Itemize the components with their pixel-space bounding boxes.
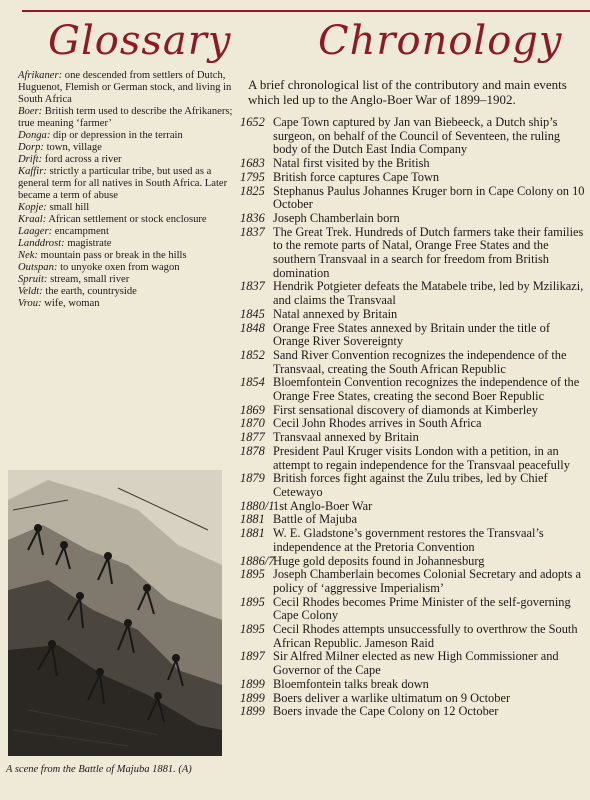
glossary-entry — [18, 130, 238, 142]
chronology-intro: A brief chronological list of the contributory and main events which led up to the Anglo-Boer War of 1899–1902. — [248, 77, 567, 107]
event-year: 1881 — [240, 526, 265, 541]
glossary-term: Nek: — [18, 250, 38, 261]
glossary-entry — [18, 274, 238, 286]
illustration-caption: A scene from the Battle of Majuba 1881. (A) — [6, 764, 192, 775]
event-year: 1886/7 — [240, 553, 275, 568]
glossary-entry — [18, 286, 238, 298]
chronology-event — [240, 404, 585, 418]
glossary-definition: African settlement or stock enclosure — [48, 214, 207, 225]
event-year: 1652 — [240, 115, 265, 129]
event-text: Stephanus Paulus Johannes Kruger born in Cape Colony on 10 October — [273, 183, 585, 212]
glossary-entry — [18, 142, 238, 154]
event-year: 1870 — [240, 416, 265, 431]
glossary-definition: encampment — [54, 226, 109, 237]
glossary-term: Veldt: — [18, 286, 43, 297]
glossary-entry — [18, 214, 238, 226]
event-text: Cecil Rhodes attempts unsuccessfully to overthrow the South African Republic. Jameson Raid — [273, 622, 578, 650]
chronology-event — [240, 349, 585, 376]
glossary-term: Donga: — [18, 130, 51, 141]
chronology-title: Chronology — [318, 18, 563, 64]
event-year: 1836 — [240, 210, 265, 225]
chronology-event — [240, 568, 585, 595]
chronology-event — [240, 322, 585, 349]
glossary-term: Vrou: — [18, 298, 42, 309]
chronology-event — [240, 417, 585, 431]
event-year: 1854 — [240, 375, 265, 390]
event-text: Sir Alfred Milner elected as new High Commissioner and Governor of the Cape — [273, 649, 559, 678]
glossary-term: Kaffir: — [18, 166, 47, 177]
event-year: 1825 — [240, 183, 265, 198]
glossary-entry — [18, 250, 238, 262]
glossary-entry — [18, 262, 238, 274]
chronology-event — [240, 650, 585, 677]
chronology-event — [240, 212, 585, 226]
engraving-image — [8, 470, 222, 756]
event-year: 1683 — [240, 156, 265, 171]
event-text: Boers deliver a warlike ultimatum on 9 October — [273, 690, 511, 705]
event-year: 1881 — [240, 512, 265, 527]
glossary-term: Dorp: — [18, 142, 44, 153]
glossary-definition: small hill — [49, 202, 90, 213]
event-text: Boers invade the Cape Colony on 12 October — [273, 704, 499, 719]
chronology-event — [240, 445, 585, 472]
event-text: Joseph Chamberlain born — [273, 210, 400, 225]
event-year: 1848 — [240, 320, 265, 335]
glossary-definition: ford across a river — [44, 154, 122, 165]
event-text: British forces fight against the Zulu tribes, led by Chief Cetewayo — [273, 471, 548, 499]
chronology-event — [240, 705, 585, 719]
glossary-definition: wife, woman — [44, 298, 100, 309]
event-text: W. E. Gladstone’s government restores the Transvaal’s independence at the Pretoria Convention — [273, 526, 544, 554]
event-text: Natal annexed by Britain — [273, 306, 398, 321]
event-text: Bloemfontein Convention recognizes the independence of the Orange Free States, creating the second Boer Republic — [273, 375, 580, 404]
glossary-entry — [18, 166, 238, 202]
glossary-definition: stream, small river — [50, 274, 130, 285]
event-text: First sensational discovery of diamonds at Kimberley — [273, 402, 538, 417]
event-text: Cape Town captured by Jan van Biebeeck, a Dutch ship’s surgeon, on behalf of the Council of Seventeen, the ruling body of the Dutch East India Company — [273, 115, 561, 157]
glossary-definition: to unyoke oxen from wagon — [60, 262, 180, 273]
event-year: 1895 — [240, 594, 265, 609]
event-year: 1880/1 — [240, 498, 275, 513]
event-year: 1897 — [240, 649, 265, 664]
glossary-entry — [18, 70, 238, 106]
battle-illustration — [8, 470, 222, 756]
chronology-event — [240, 157, 585, 171]
glossary-definition: town, village — [46, 142, 102, 153]
event-text: Joseph Chamberlain becomes Colonial Secretary and adopts a policy of ‘aggressive Imperialism’ — [273, 567, 581, 595]
glossary-term: Landdrost: — [18, 238, 65, 249]
chronology-event — [240, 472, 585, 499]
event-text: The Great Trek. Hundreds of Dutch farmers take their families to the remote parts of Natal, Orange Free States and the southern Transvaal in a search for freedom from British domination — [273, 224, 584, 280]
event-year: 1899 — [240, 676, 265, 691]
glossary-definition: strictly a particular tribe, but used as a general term for all natives in South Africa. Later became a term of abuse — [18, 166, 228, 201]
event-text: Sand River Convention recognizes the independence of the Transvaal, creating the South African Republic — [273, 347, 567, 376]
chronology-event — [240, 623, 585, 650]
glossary-term: Laager: — [18, 226, 53, 237]
glossary-definition: magistrate — [67, 238, 112, 249]
event-text: Cecil John Rhodes arrives in South Africa — [273, 416, 482, 431]
glossary-definition: dip or depression in the terrain — [53, 130, 183, 141]
event-year: 1845 — [240, 306, 265, 321]
glossary-entry — [18, 238, 238, 250]
event-year: 1877 — [240, 430, 265, 445]
event-year: 1837 — [240, 224, 265, 239]
event-text: British force captures Cape Town — [273, 169, 440, 184]
event-year: 1869 — [240, 402, 265, 417]
event-text: Bloemfontein talks break down — [273, 676, 429, 691]
chronology-event — [240, 116, 585, 157]
event-year: 1895 — [240, 567, 265, 582]
chronology-event — [240, 280, 585, 307]
glossary-entry — [18, 106, 238, 130]
event-year: 1795 — [240, 169, 265, 184]
glossary-definition: the earth, countryside — [45, 286, 137, 297]
chronology-event — [240, 171, 585, 185]
event-text: Huge gold deposits found in Johannesburg — [273, 553, 485, 568]
chronology-list — [240, 116, 585, 719]
event-year: 1899 — [240, 704, 265, 719]
event-text: 1st Anglo-Boer War — [273, 498, 373, 513]
glossary-term: Boer: — [18, 106, 43, 117]
glossary-entry — [18, 226, 238, 238]
chronology-event — [240, 500, 585, 514]
event-year: 1879 — [240, 471, 265, 486]
glossary-entry — [18, 202, 238, 214]
glossary-term: Afrikaner: — [18, 70, 63, 81]
glossary-term: Spruit: — [18, 274, 48, 285]
glossary-term: Kraal: — [18, 214, 47, 225]
event-year: 1895 — [240, 622, 265, 637]
glossary-definition: one descended from settlers of Dutch, Huguenot, Flemish or German stock, and living in South Africa — [18, 70, 232, 105]
header-rule — [22, 10, 590, 12]
chronology-event — [240, 308, 585, 322]
chronology-event — [240, 513, 585, 527]
chronology-event — [240, 226, 585, 281]
event-text: Cecil Rhodes becomes Prime Minister of the self-governing Cape Colony — [273, 594, 571, 623]
glossary-list — [18, 70, 238, 310]
event-year: 1852 — [240, 347, 265, 362]
event-text: Natal first visited by the British — [273, 156, 430, 171]
glossary-definition: British term used to describe the Afrikaners; true meaning ‘farmer’ — [18, 106, 233, 129]
event-year: 1878 — [240, 443, 265, 458]
chronology-event — [240, 431, 585, 445]
chronology-event — [240, 185, 585, 212]
chronology-event — [240, 596, 585, 623]
event-text: Hendrik Potgieter defeats the Matabele tribe, led by Mzilikazi, and claims the Transvaal — [273, 279, 584, 308]
event-text: President Paul Kruger visits London with a petition, in an attempt to regain independence for the Transvaal peacefully — [273, 443, 570, 472]
chronology-event — [240, 376, 585, 403]
event-year: 1837 — [240, 279, 265, 294]
event-text: Orange Free States annexed by Britain under the title of Orange River Sovereignty — [273, 320, 550, 349]
event-year: 1899 — [240, 690, 265, 705]
chronology-event — [240, 678, 585, 692]
chronology-event — [240, 555, 585, 569]
glossary-entry — [18, 298, 238, 310]
glossary-entry — [18, 154, 238, 166]
glossary-definition: mountain pass or break in the hills — [40, 250, 187, 261]
chronology-event — [240, 527, 585, 554]
chronology-event — [240, 692, 585, 706]
event-text: Transvaal annexed by Britain — [273, 430, 419, 445]
glossary-title: Glossary — [48, 18, 232, 64]
event-text: Battle of Majuba — [273, 512, 357, 527]
glossary-term: Outspan: — [18, 262, 58, 273]
glossary-term: Kopje: — [18, 202, 47, 213]
glossary-term: Drift: — [18, 154, 43, 165]
